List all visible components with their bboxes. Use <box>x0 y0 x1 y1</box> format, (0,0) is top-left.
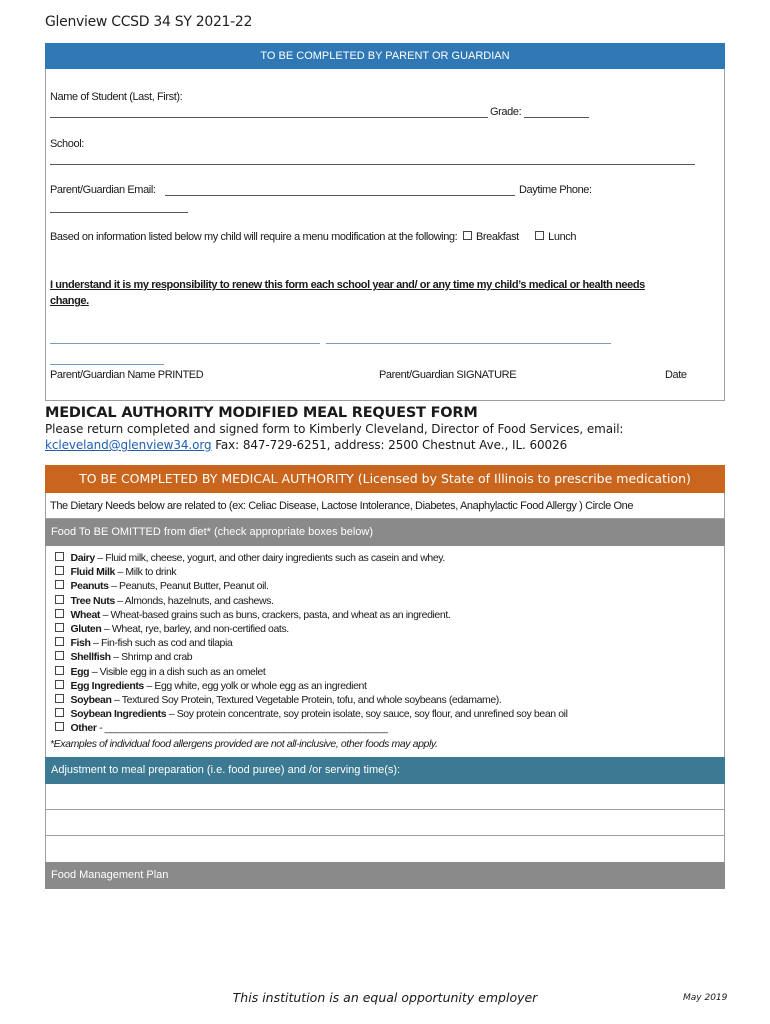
food-name: Other <box>70 722 97 735</box>
food-checkbox[interactable] <box>55 708 64 717</box>
food-management-plan-header: Food Management Plan <box>45 862 725 889</box>
food-checkbox[interactable] <box>55 609 64 618</box>
parent-section-banner: TO BE COMPLETED BY PARENT OR GUARDIAN <box>45 43 725 69</box>
food-checkbox[interactable] <box>55 595 64 604</box>
food-name: Wheat <box>70 608 101 621</box>
food-desc: – Milk to drink <box>114 566 177 579</box>
omit-header: Food To BE OMITTED from diet* (check appropriate boxes below) <box>45 519 725 546</box>
food-checkbox[interactable] <box>55 637 64 646</box>
food-item <box>52 565 568 579</box>
responsibility-statement-2: change. <box>50 295 89 307</box>
name-printed-field[interactable] <box>50 343 320 344</box>
allergen-note: *Examples of individual food allergens provided are not all-inclusive, other foods may apply. <box>50 738 438 750</box>
student-name-label: Name of Student (Last, First): <box>50 91 183 103</box>
food-name: Dairy <box>70 552 95 564</box>
food-name: Egg Ingredients <box>70 679 144 692</box>
name-printed-label: Parent/Guardian Name PRINTED <box>50 369 204 381</box>
food-checkbox[interactable] <box>55 680 64 689</box>
food-list <box>52 551 568 736</box>
adjustment-row-1[interactable] <box>45 809 725 810</box>
lunch-label: Lunch <box>548 231 577 243</box>
food-checkbox[interactable] <box>55 722 64 731</box>
medical-form-instructions: Please return completed and signed form to Kimberly Cleveland, Director of Food Services, email: <box>45 422 624 436</box>
food-checkbox[interactable] <box>55 552 64 561</box>
food-name: Peanuts <box>70 580 109 593</box>
food-checkbox[interactable] <box>55 666 64 675</box>
food-desc: – Fin-fish such as cod and tilapia <box>90 637 233 650</box>
adjustment-row-2[interactable] <box>45 835 725 836</box>
food-checkbox[interactable] <box>55 623 64 632</box>
grade-field[interactable] <box>524 117 589 118</box>
food-desc: – Textured Soy Protein, Textured Vegetable Protein, tofu, and whole soybeans (edamame). <box>111 694 502 707</box>
food-name: Fish <box>70 637 91 650</box>
student-name-field[interactable] <box>50 117 488 118</box>
school-field[interactable] <box>50 164 695 165</box>
equal-opportunity-statement: This institution is an equal opportunity employer <box>232 990 538 1005</box>
date-label: Date <box>665 369 687 381</box>
signature-field[interactable] <box>326 343 611 344</box>
food-checkbox[interactable] <box>55 566 64 575</box>
school-label: School: <box>50 138 84 150</box>
contact-details: Fax: 847-729-6251, address: 2500 Chestnut Ave., IL. 60026 <box>215 438 568 452</box>
email-field[interactable] <box>165 195 515 196</box>
food-checkbox[interactable] <box>55 694 64 703</box>
director-email-link[interactable]: kcleveland@glenview34.org <box>45 438 212 452</box>
food-item <box>52 679 568 693</box>
food-name: Tree Nuts <box>70 594 115 607</box>
food-item <box>52 665 568 679</box>
food-name: Fluid Milk <box>70 566 115 579</box>
revision-date: May 2019 <box>683 993 728 1003</box>
food-item <box>52 594 568 608</box>
food-item <box>52 622 568 636</box>
food-desc: – Visible egg in a dish such as an omelet <box>89 665 266 678</box>
food-item <box>52 707 568 721</box>
food-desc: – Soy protein concentrate, soy protein isolate, soy sauce, soy flour, and unrefined soy bean oil <box>166 708 568 721</box>
adjustment-header: Adjustment to meal preparation (i.e. food puree) and /or serving time(s): <box>45 757 725 784</box>
modification-row <box>50 231 576 243</box>
food-desc: – Egg white, egg yolk or whole egg as an ingredient <box>143 679 367 692</box>
food-desc: – Shrimp and crab <box>110 651 193 664</box>
email-label: Parent/Guardian Email: <box>50 184 156 196</box>
food-checkbox[interactable] <box>55 580 64 589</box>
food-desc: – Peanuts, Peanut Butter, Peanut oil. <box>108 580 269 593</box>
food-name: Soybean <box>70 694 112 707</box>
food-item <box>52 693 568 707</box>
dietary-needs-text: The Dietary Needs below are related to (ex: Celiac Disease, Lactose Intolerance, Diabetes, Anaphylactic Food Allergy ) Circle One <box>50 500 634 512</box>
food-checkbox[interactable] <box>55 651 64 660</box>
medical-form-contact <box>45 438 567 452</box>
medical-section-banner: TO BE COMPLETED BY MEDICAL AUTHORITY (Licensed by State of Illinois to prescribe medication) <box>45 465 725 493</box>
food-name: Shellfish <box>70 651 111 664</box>
breakfast-label: Breakfast <box>475 231 519 243</box>
food-desc: – Almonds, hazelnuts, and cashews. <box>114 594 274 607</box>
lunch-checkbox[interactable] <box>535 231 544 240</box>
food-item <box>52 608 568 622</box>
modification-text: Based on information listed below my child will require a menu modification at the following: <box>50 231 458 243</box>
document-title: Glenview CCSD 34 SY 2021-22 <box>45 14 253 30</box>
food-item <box>52 721 568 735</box>
breakfast-checkbox[interactable] <box>463 231 472 240</box>
phone-field[interactable] <box>50 212 188 213</box>
food-item <box>52 650 568 664</box>
medical-form-title: MEDICAL AUTHORITY MODIFIED MEAL REQUEST FORM <box>45 405 478 421</box>
food-item <box>52 579 568 593</box>
signature-label: Parent/Guardian SIGNATURE <box>379 369 517 381</box>
food-name: Gluten <box>70 623 102 636</box>
grade-label: Grade: <box>490 106 522 118</box>
food-name: Egg <box>70 665 90 678</box>
food-desc: – Wheat-based grains such as buns, crackers, pasta, and wheat as an ingredient. <box>100 608 451 621</box>
food-desc: – Wheat, rye, barley, and non-certified oats. <box>101 623 289 636</box>
food-item <box>52 636 568 650</box>
phone-label: Daytime Phone: <box>519 184 592 196</box>
responsibility-statement-1: I understand it is my responsibility to renew this form each school year and/ or any time my child’s medical or health needs <box>50 279 645 291</box>
food-desc: – Fluid milk, cheese, yogurt, and other dairy ingredients such as casein and whey. <box>94 552 445 564</box>
food-desc: - ____________________________________________________ <box>96 722 388 735</box>
date-field[interactable] <box>50 364 164 365</box>
food-item <box>52 551 568 565</box>
food-name: Soybean Ingredients <box>70 708 167 721</box>
